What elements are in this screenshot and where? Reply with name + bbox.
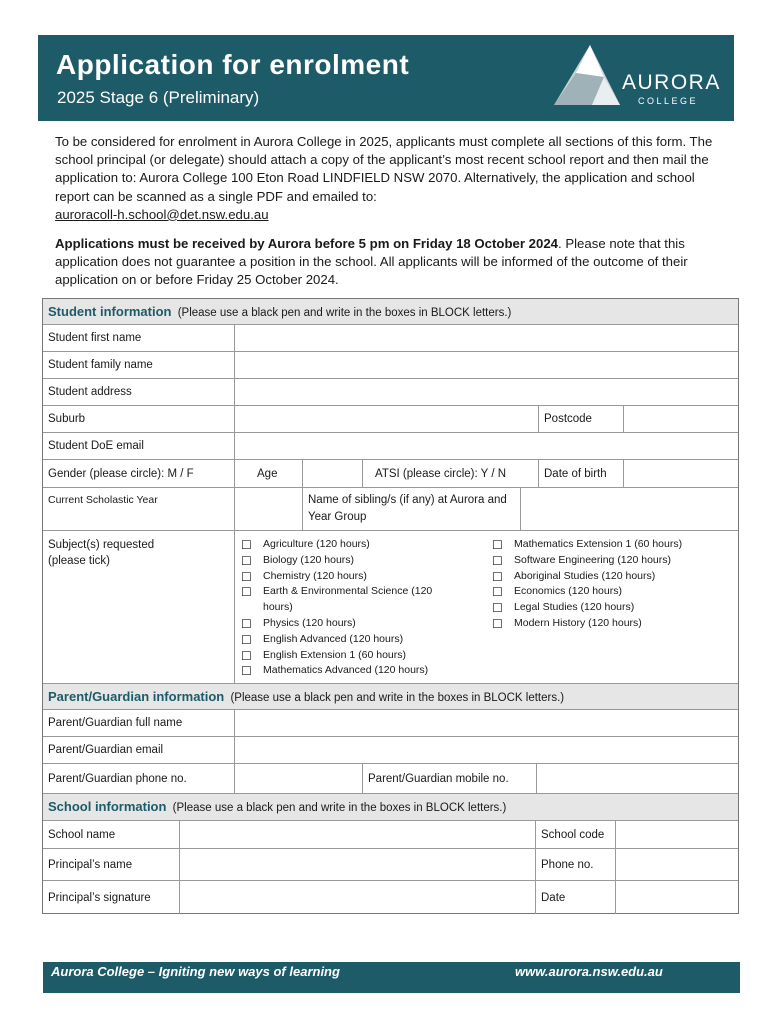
subject-checkbox[interactable] xyxy=(235,663,461,679)
subject-label: Software Engineering (120 hours) xyxy=(514,553,672,566)
parent-mobile-field[interactable] xyxy=(537,764,738,793)
subject-checkbox[interactable] xyxy=(235,648,461,664)
aurora-triangle-icon xyxy=(552,43,622,107)
age-field[interactable] xyxy=(303,460,363,487)
principal-name-field[interactable] xyxy=(180,849,536,880)
subjects-label-line2: (please tick) xyxy=(48,555,110,567)
subjects-left-list xyxy=(235,537,461,679)
logo-wordmark: AURORA xyxy=(622,71,721,94)
deadline-rest: . Please note that this application does not guarantee a position in the school. All applicants will be informed of the outcome of their application on or before Friday 25 October 2024. xyxy=(55,236,688,288)
subject-label: Biology (120 hours) xyxy=(263,553,355,566)
age-label: Age xyxy=(235,460,303,487)
checkbox-icon[interactable]: ☐ xyxy=(492,601,503,616)
subject-checkbox[interactable] xyxy=(486,584,736,600)
page-subtitle: 2025 Stage 6 (Preliminary) xyxy=(57,88,260,107)
parent-email-field[interactable] xyxy=(235,737,738,763)
checkbox-icon[interactable]: ☐ xyxy=(492,569,503,584)
doe-email-field[interactable] xyxy=(235,433,738,459)
subject-checkbox[interactable] xyxy=(235,584,461,616)
suburb-label: Suburb xyxy=(43,406,235,432)
parent-full-name-label: Parent/Guardian full name xyxy=(43,710,235,736)
scholastic-year-field[interactable] xyxy=(235,488,303,530)
student-address-label: Student address xyxy=(43,379,235,405)
parent-email-label: Parent/Guardian email xyxy=(43,737,235,763)
school-section-note: (Please use a black pen and write in the boxes in BLOCK letters.) xyxy=(172,802,507,814)
footer-tagline: Aurora College – Igniting new ways of learning xyxy=(51,964,340,979)
postcode-field[interactable] xyxy=(624,406,738,432)
student-section-header xyxy=(43,299,738,325)
student-family-name-row xyxy=(43,352,738,379)
subject-checkbox[interactable] xyxy=(235,632,461,648)
enrolment-form xyxy=(42,298,739,914)
checkbox-icon[interactable]: ☐ xyxy=(492,585,503,600)
subject-label: Mathematics Advanced (120 hours) xyxy=(263,664,429,677)
student-address-row xyxy=(43,379,738,406)
aurora-college-logo xyxy=(552,43,722,115)
subject-checkbox[interactable] xyxy=(486,537,736,553)
parent-full-name-row xyxy=(43,710,738,737)
page-title: Application for enrolment xyxy=(56,49,410,80)
postcode-label: Postcode xyxy=(539,406,624,432)
school-name-label: School name xyxy=(43,821,180,848)
subject-checkbox[interactable] xyxy=(486,569,736,585)
subject-checkbox[interactable] xyxy=(235,616,461,632)
subject-checkbox[interactable] xyxy=(235,569,461,585)
subject-checkbox[interactable] xyxy=(235,537,461,553)
parent-mobile-label: Parent/Guardian mobile no. xyxy=(363,764,537,793)
subject-label: Mathematics Extension 1 (60 hours) xyxy=(514,538,683,550)
student-first-name-label: Student first name xyxy=(43,325,235,351)
parent-section-title: Parent/Guardian information xyxy=(48,689,225,704)
subject-label: Modern History (120 hours) xyxy=(514,616,642,629)
school-name-field[interactable] xyxy=(180,821,536,848)
subject-label: Physics (120 hours) xyxy=(263,616,356,629)
parent-phone-row xyxy=(43,764,738,794)
parent-section-note: (Please use a black pen and write in the boxes in BLOCK letters.) xyxy=(230,692,565,704)
school-section-title: School information xyxy=(48,799,167,814)
checkbox-icon[interactable]: ☐ xyxy=(241,632,252,647)
checkbox-icon[interactable]: ☐ xyxy=(241,538,252,552)
suburb-field[interactable] xyxy=(235,406,539,432)
student-section-note: (Please use a black pen and write in the boxes in BLOCK letters.) xyxy=(177,307,512,319)
student-section-title: Student information xyxy=(48,304,172,319)
checkbox-icon[interactable]: ☐ xyxy=(241,569,252,584)
gender-row xyxy=(43,460,738,488)
school-code-field[interactable] xyxy=(616,821,738,848)
parent-phone-label: Parent/Guardian phone no. xyxy=(43,764,235,793)
subjects-label xyxy=(43,531,235,683)
phone-label: Phone no. xyxy=(536,849,616,880)
sibling-field[interactable] xyxy=(521,488,738,530)
subject-checkbox[interactable] xyxy=(486,553,736,569)
subject-label: Agriculture (120 hours) xyxy=(263,538,370,550)
checkbox-icon[interactable]: ☐ xyxy=(492,616,503,631)
checkbox-icon[interactable]: ☐ xyxy=(241,648,252,663)
subject-label: Aboriginal Studies (120 hours) xyxy=(514,569,656,582)
student-first-name-field[interactable] xyxy=(235,325,738,351)
doe-email-row xyxy=(43,433,738,460)
checkbox-icon[interactable]: ☐ xyxy=(241,616,252,631)
principal-signature-label: Principal’s signature xyxy=(43,881,180,914)
footer-url[interactable]: www.aurora.nsw.edu.au xyxy=(515,964,663,979)
subject-checkbox[interactable] xyxy=(486,616,736,632)
dob-field[interactable] xyxy=(624,460,738,487)
parent-email-row xyxy=(43,737,738,764)
subject-label: Earth & Environmental Science (120 hours) xyxy=(263,585,433,614)
principal-signature-row xyxy=(43,881,738,914)
subjects-label-line1: Subject(s) requested xyxy=(48,539,155,551)
parent-section-header xyxy=(43,684,738,710)
principal-signature-field[interactable] xyxy=(180,881,536,914)
principal-name-row xyxy=(43,849,738,881)
parent-phone-field[interactable] xyxy=(235,764,363,793)
school-section-header xyxy=(43,794,738,821)
subject-label: Legal Studies (120 hours) xyxy=(514,601,635,614)
checkbox-icon[interactable]: ☐ xyxy=(492,553,503,568)
principal-name-label: Principal’s name xyxy=(43,849,180,880)
phone-field[interactable] xyxy=(616,849,738,880)
checkbox-icon[interactable]: ☐ xyxy=(492,538,503,552)
student-family-name-label: Student family name xyxy=(43,352,235,378)
subject-label: English Extension 1 (60 hours) xyxy=(263,648,406,661)
subject-label: Economics (120 hours) xyxy=(514,585,622,598)
dob-label: Date of birth xyxy=(539,460,624,487)
scholastic-year-row xyxy=(43,488,738,531)
suburb-row xyxy=(43,406,738,433)
student-address-field[interactable] xyxy=(235,379,738,405)
logo-subtext: COLLEGE xyxy=(638,96,699,106)
checkbox-icon[interactable]: ☐ xyxy=(241,585,252,600)
student-family-name-field[interactable] xyxy=(235,352,738,378)
doe-email-label: Student DoE email xyxy=(43,433,235,459)
date-field[interactable] xyxy=(616,881,738,914)
checkbox-icon[interactable]: ☐ xyxy=(241,553,252,568)
subject-label: Chemistry (120 hours) xyxy=(263,569,367,582)
sibling-label: Name of sibling/s (if any) at Aurora and Year Group xyxy=(303,488,521,530)
subjects-right-list xyxy=(486,537,736,632)
checkbox-icon[interactable]: ☐ xyxy=(241,664,252,679)
deadline-paragraph xyxy=(55,235,720,290)
deadline-bold: Applications must be received by Aurora before 5 pm on Friday 18 October 2024 xyxy=(55,236,558,251)
parent-full-name-field[interactable] xyxy=(235,710,738,736)
atsi-label[interactable]: ATSI (please circle): Y / N xyxy=(363,460,539,487)
scholastic-year-label: Current Scholastic Year xyxy=(43,488,235,530)
contact-email-link[interactable]: auroracoll-h.school@det.nsw.edu.au xyxy=(55,206,269,222)
header-banner xyxy=(38,35,734,121)
subjects-row xyxy=(43,531,738,684)
student-first-name-row xyxy=(43,325,738,352)
date-label: Date xyxy=(536,881,616,914)
subject-checkbox[interactable] xyxy=(235,553,461,569)
intro-paragraph xyxy=(55,133,720,224)
subject-checkbox[interactable] xyxy=(486,600,736,616)
school-name-row xyxy=(43,821,738,849)
gender-label[interactable]: Gender (please circle): M / F xyxy=(43,460,235,487)
school-code-label: School code xyxy=(536,821,616,848)
subject-label: English Advanced (120 hours) xyxy=(263,632,404,645)
footer-bar xyxy=(43,962,740,993)
intro-text: To be considered for enrolment in Aurora College in 2025, applicants must complete all sections of this form. The school principal (or delegate) should attach a copy of the applicant’s most recent school report and then mail the application to: Aurora College 100 Eton Road LINDFIELD NSW 2070. Alternatively, the application and school report can be scanned as a single PDF and emailed to: xyxy=(55,134,713,204)
